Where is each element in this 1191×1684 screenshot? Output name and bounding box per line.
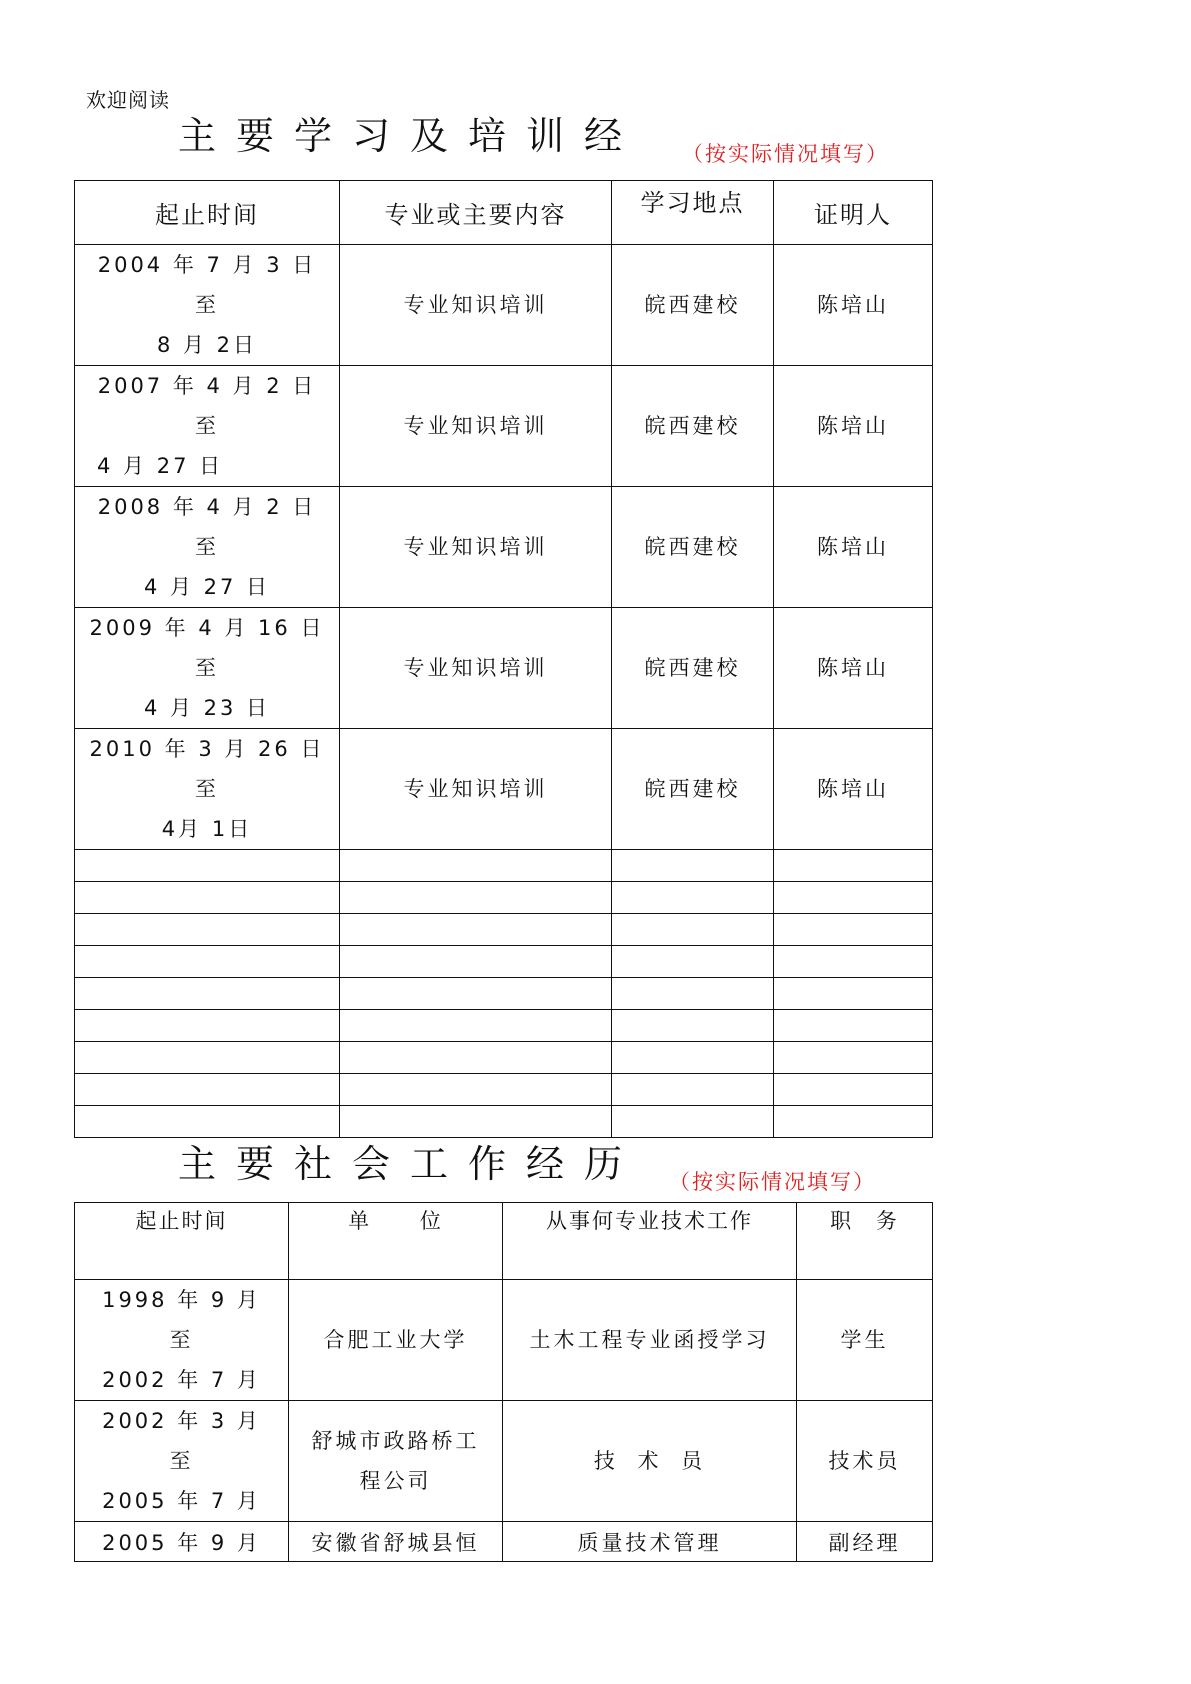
col-place-header: 学习地点: [612, 181, 774, 245]
period-cell: [75, 608, 340, 729]
table-row: [75, 487, 933, 608]
empty-row: [75, 850, 933, 882]
empty-cell: [612, 1074, 774, 1106]
col-period-header: 起止时间: [75, 1203, 289, 1280]
col-witness-header: 证明人: [774, 181, 933, 245]
empty-cell: [340, 914, 612, 946]
unit-text: 舒城市政路桥工程公司: [311, 1429, 480, 1493]
empty-cell: [612, 850, 774, 882]
period-to: 至: [169, 1449, 194, 1473]
period-start: 2008 年 4 月 2 日: [97, 495, 317, 519]
place-cell: 皖西建校: [612, 366, 774, 487]
unit-cell: 合肥工业大学: [289, 1280, 503, 1401]
work-cell: 质量技术管理: [503, 1522, 797, 1562]
place-cell: 皖西建校: [612, 729, 774, 850]
table-row: [75, 608, 933, 729]
empty-cell: [774, 850, 933, 882]
period-to: 至: [195, 656, 219, 680]
work-cell: 技 术 员: [503, 1401, 797, 1522]
period-cell: [75, 366, 340, 487]
welcome-text: 欢迎阅读: [86, 88, 170, 112]
period-end: 2002 年 7 月: [102, 1368, 261, 1392]
period-start: 2002 年 3 月: [102, 1409, 261, 1433]
empty-cell: [774, 882, 933, 914]
period-cell: [75, 1401, 289, 1522]
table-row: [75, 1280, 933, 1401]
empty-cell: [340, 882, 612, 914]
unit-cell: [289, 1401, 503, 1522]
section1-note: （按实际情况填写）: [682, 142, 889, 166]
period-to: 至: [195, 535, 219, 559]
empty-cell: [774, 1010, 933, 1042]
empty-row: [75, 1042, 933, 1074]
section2-title: 主要社会工作经历: [178, 1142, 643, 1186]
work-header-row: [75, 1203, 933, 1280]
empty-row: [75, 946, 933, 978]
content-cell: 专业知识培训: [340, 729, 612, 850]
content-cell: 专业知识培训: [340, 608, 612, 729]
empty-cell: [612, 1010, 774, 1042]
empty-cell: [75, 1074, 340, 1106]
col-work-header: 从事何专业技术工作: [503, 1203, 797, 1280]
period-cell: 2005 年 9 月: [75, 1522, 289, 1562]
col-period-header: 起止时间: [75, 181, 340, 245]
empty-cell: [774, 946, 933, 978]
empty-cell: [75, 978, 340, 1010]
period-start: 2009 年 4 月 16 日: [89, 616, 325, 640]
col-unit-header: 单 位: [289, 1203, 503, 1280]
duty-cell: 技术员: [797, 1401, 933, 1522]
period-end: 4月 1日: [161, 817, 253, 841]
period-cell: [75, 487, 340, 608]
period-start: 2004 年 7 月 3 日: [97, 253, 317, 277]
section1-title: 主要学习及培训经: [178, 114, 643, 158]
empty-cell: [340, 978, 612, 1010]
empty-cell: [774, 1042, 933, 1074]
witness-cell: 陈培山: [774, 366, 933, 487]
empty-cell: [774, 1074, 933, 1106]
empty-cell: [75, 1010, 340, 1042]
empty-cell: [75, 882, 340, 914]
period-cell: [75, 245, 340, 366]
period-end: 4 月 27 日: [143, 575, 271, 599]
period-end: 4 月 23 日: [143, 696, 271, 720]
empty-cell: [612, 914, 774, 946]
training-header-row: [75, 181, 933, 245]
table-row: [75, 366, 933, 487]
period-to: 至: [195, 414, 219, 438]
duty-cell: 副经理: [797, 1522, 933, 1562]
content-cell: 专业知识培训: [340, 366, 612, 487]
empty-cell: [75, 946, 340, 978]
table-row: [75, 245, 933, 366]
empty-cell: [340, 946, 612, 978]
table-row: [75, 1522, 933, 1562]
empty-cell: [340, 1074, 612, 1106]
empty-row: [75, 914, 933, 946]
period-end: 8 月 2日: [156, 333, 258, 357]
place-cell: 皖西建校: [612, 608, 774, 729]
content-cell: 专业知识培训: [340, 487, 612, 608]
empty-row: [75, 978, 933, 1010]
period-start: 2007 年 4 月 2 日: [97, 374, 317, 398]
empty-cell: [612, 978, 774, 1010]
col-content-header: 专业或主要内容: [340, 181, 612, 245]
training-table: [74, 180, 933, 1138]
work-history-table: [74, 1202, 933, 1562]
period-cell: [75, 1280, 289, 1401]
empty-cell: [774, 978, 933, 1010]
unit-cell: 安徽省舒城县恒: [289, 1522, 503, 1562]
table-row: [75, 1401, 933, 1522]
table-row: [75, 729, 933, 850]
witness-cell: 陈培山: [774, 245, 933, 366]
witness-cell: 陈培山: [774, 487, 933, 608]
period-end: 4 月 27 日: [97, 454, 224, 478]
place-cell: 皖西建校: [612, 245, 774, 366]
duty-cell: 学生: [797, 1280, 933, 1401]
period-start: 1998 年 9 月: [102, 1288, 261, 1312]
empty-row: [75, 1074, 933, 1106]
empty-cell: [774, 1106, 933, 1138]
empty-cell: [612, 882, 774, 914]
work-cell: 土木工程专业函授学习: [503, 1280, 797, 1401]
witness-cell: 陈培山: [774, 608, 933, 729]
period-to: 至: [169, 1328, 194, 1352]
empty-cell: [75, 914, 340, 946]
empty-cell: [75, 1042, 340, 1074]
col-duty-header: 职 务: [797, 1203, 933, 1280]
period-end: 2005 年 7 月: [102, 1489, 261, 1513]
period-to: 至: [195, 777, 219, 801]
section2-note: （按实际情况填写）: [669, 1170, 876, 1194]
empty-cell: [774, 914, 933, 946]
empty-cell: [75, 850, 340, 882]
witness-cell: 陈培山: [774, 729, 933, 850]
empty-cell: [612, 1042, 774, 1074]
empty-cell: [612, 946, 774, 978]
place-cell: 皖西建校: [612, 487, 774, 608]
empty-cell: [340, 850, 612, 882]
period-to: 至: [195, 293, 219, 317]
empty-row: [75, 882, 933, 914]
content-cell: 专业知识培训: [340, 245, 612, 366]
period-cell: [75, 729, 340, 850]
empty-row: [75, 1010, 933, 1042]
period-start: 2010 年 3 月 26 日: [89, 737, 325, 761]
empty-cell: [340, 1042, 612, 1074]
empty-cell: [340, 1010, 612, 1042]
